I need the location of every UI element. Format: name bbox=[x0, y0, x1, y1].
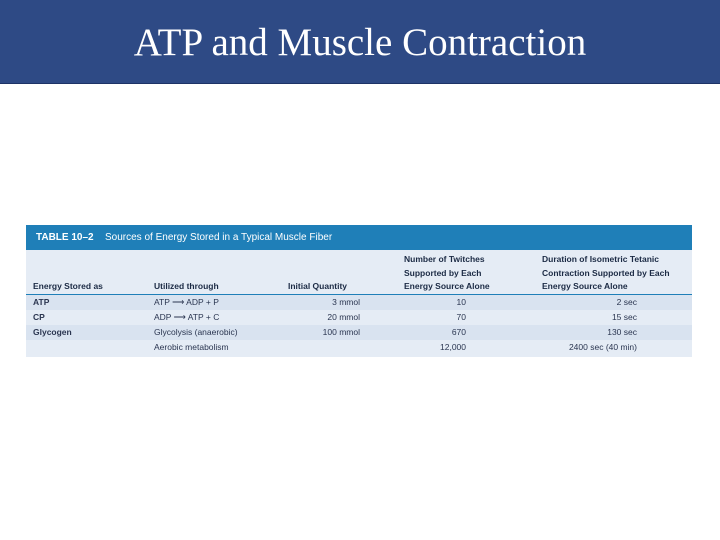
col-header-duration-line3: Energy Source Alone bbox=[542, 281, 628, 291]
col-header-twitches-line2: Supported by Each bbox=[404, 267, 482, 278]
col-header-duration bbox=[542, 253, 670, 294]
cell-energy: Glycogen bbox=[33, 327, 72, 337]
energy-sources-table bbox=[26, 225, 692, 357]
title-bar bbox=[0, 0, 720, 84]
col-header-duration-line1: Duration of Isometric Tetanic bbox=[542, 254, 659, 264]
table-row bbox=[26, 325, 692, 340]
cell-duration: 130 sec bbox=[607, 327, 637, 337]
cell-quantity: 100 mmol bbox=[322, 327, 360, 337]
table-row bbox=[26, 310, 692, 325]
table-row bbox=[26, 340, 692, 355]
table-row bbox=[26, 295, 692, 310]
slide-title: ATP and Muscle Contraction bbox=[133, 21, 587, 64]
col-header-twitches bbox=[404, 253, 490, 294]
cell-utilized: Glycolysis (anaerobic) bbox=[154, 327, 238, 337]
table-header bbox=[26, 225, 692, 250]
col-header-energy-stored: Energy Stored as bbox=[33, 281, 103, 291]
cell-utilized: Aerobic metabolism bbox=[154, 342, 229, 352]
cell-energy: ATP bbox=[33, 297, 50, 307]
cell-utilized: ADP ⟶ ATP + C bbox=[154, 312, 220, 322]
cell-twitches: 12,000 bbox=[440, 342, 466, 352]
cell-duration: 2 sec bbox=[616, 297, 637, 307]
cell-duration: 15 sec bbox=[611, 312, 637, 322]
col-header-twitches-line1: Number of Twitches bbox=[404, 254, 485, 264]
cell-twitches: 10 bbox=[456, 297, 466, 307]
col-header-initial-quantity: Initial Quantity bbox=[288, 281, 348, 291]
col-header-twitches-line3: Energy Source Alone bbox=[404, 281, 490, 291]
cell-quantity: 3 mmol bbox=[332, 297, 360, 307]
col-header-duration-line2: Contraction Supported by Each bbox=[542, 267, 670, 278]
cell-twitches: 70 bbox=[456, 312, 466, 322]
cell-quantity: 20 mmol bbox=[327, 312, 360, 322]
table-caption: Sources of Energy Stored in a Typical Muscle Fiber bbox=[105, 232, 333, 243]
table-number: TABLE 10–2 bbox=[36, 232, 94, 243]
cell-energy: CP bbox=[33, 312, 45, 322]
cell-duration: 2400 sec (40 min) bbox=[568, 342, 637, 352]
col-header-utilized-through: Utilized through bbox=[154, 281, 219, 291]
cell-utilized: ATP ⟶ ADP + P bbox=[154, 297, 219, 307]
cell-twitches: 670 bbox=[451, 327, 466, 337]
